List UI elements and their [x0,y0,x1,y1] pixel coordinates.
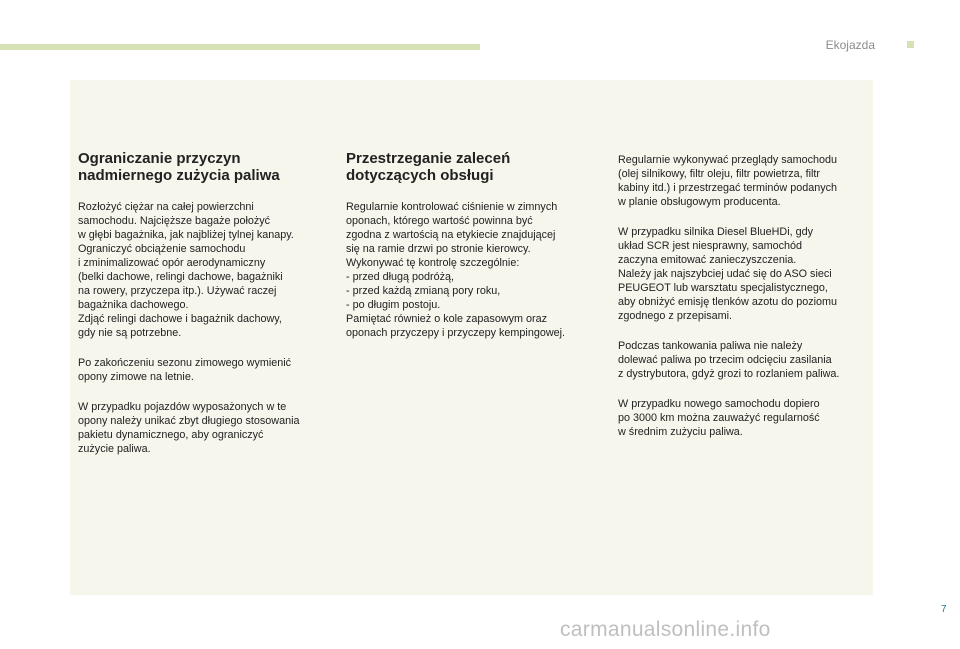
text-line: kabiny itd.) i przestrzegać terminów podanych [618,182,838,194]
text-line: Pamiętać również o kole zapasowym oraz [346,313,548,325]
column-load-reduction [78,150,330,472]
text-line: samochodu. Najcięższe bagaże położyć [78,215,271,227]
text-line: Ograniczyć obciążenie samochodu [78,243,246,255]
text-line: (belki dachowe, relingi dachowe, bagażniki [78,271,283,283]
paragraph-weight [78,200,330,340]
content-panel [70,80,873,595]
text-line: Wykonywać tę kontrolę szczególnie: [346,257,520,269]
section-title: Ekojazda [825,38,875,52]
text-line: w planie obsługowym producenta. [618,196,781,208]
watermark: carmanualsonline.info [560,618,771,641]
paragraph-winter-tyres [78,356,330,384]
text-line: opony należy unikać zbyt długiego stosowania [78,415,300,427]
paragraph-service-intervals [618,153,870,209]
heading-maintenance: Przestrzeganie zaleceń dotyczących obsługi [346,150,511,184]
text-line: Po zakończeniu sezonu zimowego wymienić [78,357,292,369]
text-line: bagażnika dachowego. [78,299,189,311]
text-line: z dystrybutora, gdyż grozi to rozlaniem paliwa. [618,368,840,380]
heading-load-reduction: Ograniczanie przyczyn nadmiernego zużycia paliwa [78,150,280,184]
paragraph-tyre-pressure [346,200,606,340]
text-line: na rowery, przyczepa itp.). Używać raczej [78,285,277,297]
section-marker [907,41,914,48]
text-line: - po długim postoju. [346,299,441,311]
paragraph-refuelling [618,339,870,381]
text-line: - przed każdą zmianą pory roku, [346,285,501,297]
text-line: opony zimowe na letnie. [78,371,194,383]
text-line: Rozłożyć ciężar na całej powierzchni [78,201,254,213]
paragraph-dynamic-pack [78,400,330,456]
text-line: po 3000 km można zauważyć regularność [618,412,820,424]
text-line: Podczas tankowania paliwa nie należy [618,340,803,352]
text-line: zgodnego z przepisami. [618,310,733,322]
page-number: 7 [941,604,947,615]
text-line: w średnim zużyciu paliwa. [618,426,743,438]
text-line: zgodna z wartością na etykiecie znajdującej [346,229,556,241]
text-line: W przypadku pojazdów wyposażonych w te [78,401,287,413]
text-line: dolewać paliwa po trzecim odcięciu zasilania [618,354,832,366]
text-line: zaczyna emitować zanieczyszczenia. [618,254,797,266]
column-service [618,153,870,455]
text-line: gdy nie są potrzebne. [78,327,182,339]
text-line: W przypadku silnika Diesel BlueHDi, gdy [618,226,814,238]
text-line: oponach przyczepy i przyczepy kempingowej. [346,327,566,339]
text-line: Regularnie kontrolować ciśnienie w zimnych [346,201,558,213]
text-line: W przypadku nowego samochodu dopiero [618,398,820,410]
text-line: pakietu dynamicznego, aby ograniczyć [78,429,264,441]
column-maintenance [346,150,606,356]
text-line: Zdjąć relingi dachowe i bagażnik dachowy, [78,313,282,325]
paragraph-new-car [618,397,870,439]
text-line: i zminimalizować opór aerodynamiczny [78,257,266,269]
text-line: PEUGEOT lub warsztatu specjalistycznego, [618,282,828,294]
text-line: zużycie paliwa. [78,443,151,455]
text-line: w głębi bagażnika, jak najbliżej tylnej kanapy. [78,229,294,241]
top-accent-bar [0,44,480,50]
text-line: - przed długą podróżą, [346,271,455,283]
text-line: (olej silnikowy, filtr oleju, filtr powietrza, filtr [618,168,820,180]
text-line: aby obniżyć emisję tlenków azotu do poziomu [618,296,838,308]
paragraph-bluehdi [618,225,870,323]
text-line: się na ramie drzwi po stronie kierowcy. [346,243,531,255]
text-line: Regularnie wykonywać przeglądy samochodu [618,154,838,166]
text-line: oponach, którego wartość powinna być [346,215,533,227]
text-line: układ SCR jest niesprawny, samochód [618,240,803,252]
text-line: Należy jak najszybciej udać się do ASO sieci [618,268,832,280]
